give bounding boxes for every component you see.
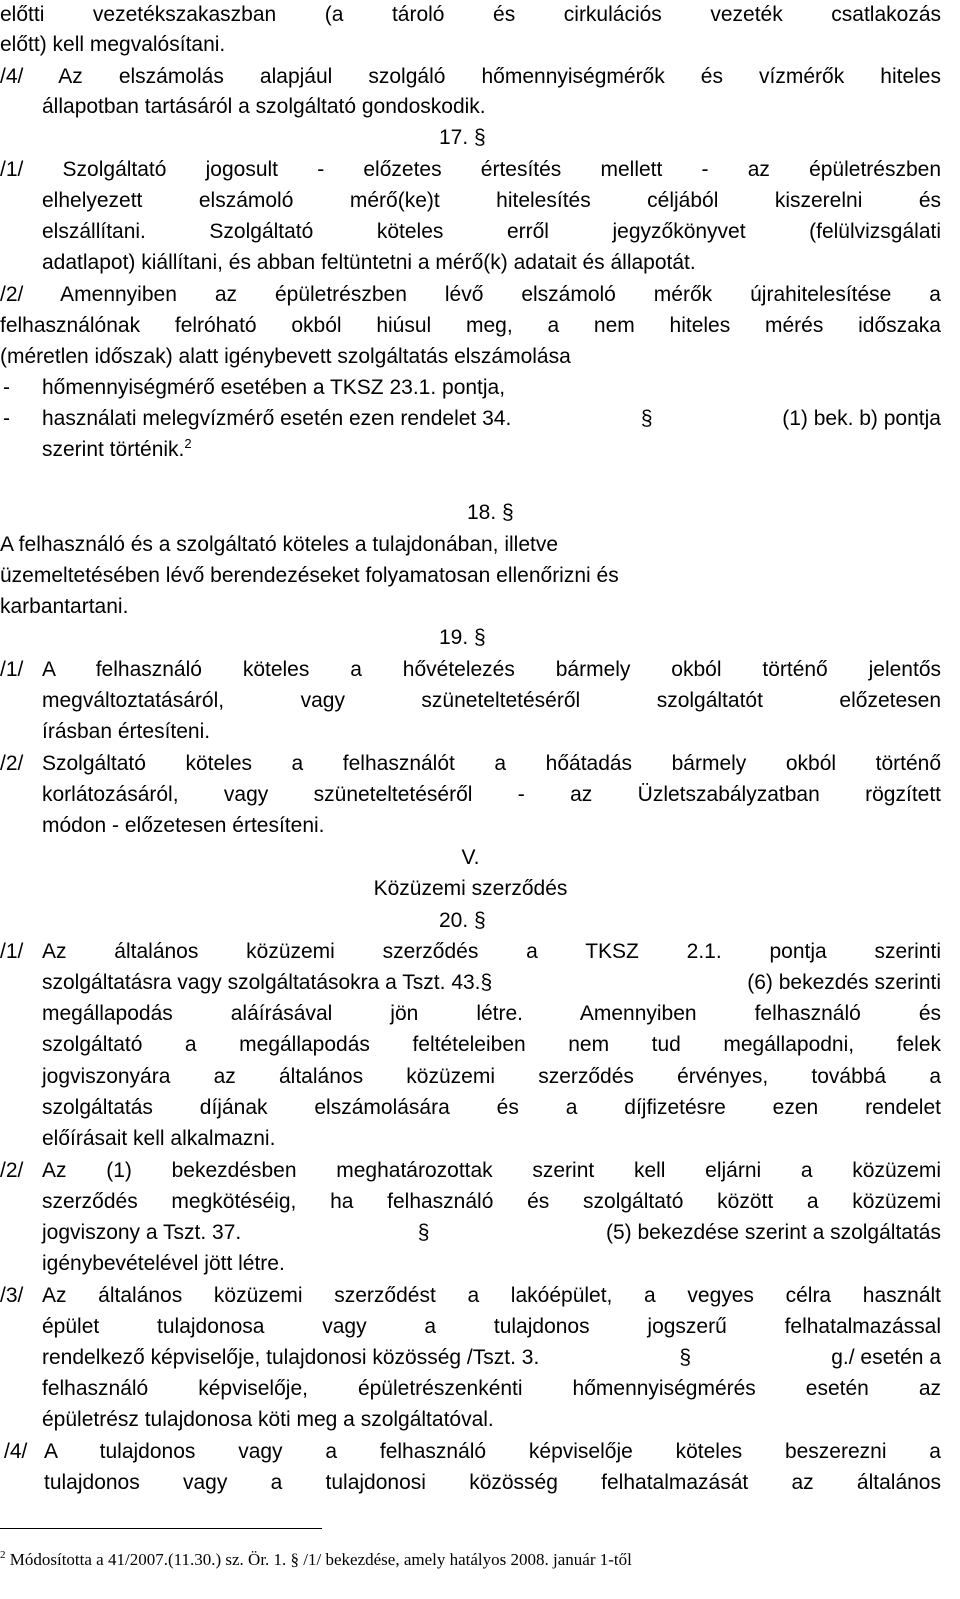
text-line: igénybevételével jött létre. xyxy=(42,1252,285,1275)
paragraph-number: /2/ xyxy=(0,752,24,775)
text-line: előírásait kell alkalmazni. xyxy=(42,1127,276,1150)
footnote-divider xyxy=(0,1528,322,1529)
paragraph-number: /3/ xyxy=(0,1284,24,1307)
text-line: szolgáltatásra vagy szolgáltatásokra a Tszt. 43.§ (6) bekezdés szerinti xyxy=(42,971,941,994)
text-line: tulajdonos vagy a tulajdonosi közösség felhatalmazását az általános xyxy=(44,1471,941,1494)
list-dash: - xyxy=(3,407,10,430)
section-sign: § xyxy=(502,501,514,524)
text-line: felhasználó képviselője, épületrészenkénti hőmennyiségmérés esetén az xyxy=(42,1377,941,1400)
list-dash: - xyxy=(3,376,10,399)
section-sign: § xyxy=(480,971,493,994)
section-sign: § xyxy=(474,909,486,932)
text-line: adatlapot) kiállítani, és abban feltüntetni a mérő(k) adatait és állapotát. xyxy=(42,251,696,274)
text-line: megváltoztatásáról, vagy szüneteltetéséről szolgáltatót előzetesen xyxy=(42,689,941,712)
text-line: előtt) kell megvalósítani. xyxy=(0,33,226,56)
text-line: módon - előzetesen értesíteni. xyxy=(42,814,325,837)
text-line: Szolgáltató köteles a felhasználót a hőátadás bármely okból történő xyxy=(42,752,941,775)
section-heading-17: 17. § xyxy=(439,126,486,149)
text-line: jogviszonyára az általános közüzemi szerződés érvényes, továbbá a xyxy=(42,1065,941,1088)
section-sign: § xyxy=(679,1346,692,1369)
text-line: felhasználónak felróható okból hiúsul meg, a nem hiteles mérés időszaka xyxy=(0,314,941,337)
text-line: megállapodás aláírásával jön létre. Amennyiben felhasználó és xyxy=(42,1002,941,1025)
text-line: A felhasználó és a szolgáltató köteles a tulajdonában, illetve xyxy=(0,533,559,556)
section-sign: § xyxy=(417,1221,430,1244)
text-line: szerint történik.$^2$ xyxy=(42,436,192,461)
paragraph-number: /2/ xyxy=(0,1159,24,1182)
chapter-title: Közüzemi szerződés xyxy=(373,877,568,900)
text-line: Az általános közüzemi szerződés a TKSZ 2.1. pontja szerinti xyxy=(42,940,941,963)
text-line: épületrész tulajdonosa köti meg a szolgáltatóval. xyxy=(42,1408,494,1431)
text-line: karbantartani. xyxy=(0,595,129,618)
footnote-mark: 2 xyxy=(0,1549,6,1561)
footnote: $^2$ Módosította a 41/2007.(11.30.) sz. Ör. 1. § /1/ bekezdése, amely hatályos 2008. január 1-től xyxy=(0,1549,632,1569)
text-line: Az (1) bekezdésben meghatározottak szerint kell eljárni a közüzemi xyxy=(42,1159,941,1182)
section-sign: § xyxy=(640,407,653,430)
text-line: A felhasználó köteles a hővételezés bármely okból történő jelentős xyxy=(42,658,941,681)
text-line: /4/ Az elszámolás alapjául szolgáló hőmennyiségmérők és vízmérők hiteles xyxy=(0,65,941,88)
section-sign: § xyxy=(290,1550,300,1569)
text-line: (méretlen időszak) alatt igénybevett szolgáltatás elszámolása xyxy=(0,345,571,368)
chapter-number: V. xyxy=(461,846,480,869)
text-line: korlátozásáról, vagy szüneteltetéséről - az Üzletszabályzatban rögzített xyxy=(42,783,941,806)
text-line: üzemeltetésében lévő berendezéseket folyamatosan ellenőrizni és xyxy=(0,564,619,587)
text-line: /2/ Amennyiben az épületrészben lévő elszámoló mérők újrahitelesítése a xyxy=(0,283,941,306)
section-heading-20: 20. § xyxy=(439,909,486,932)
paragraph-number: /1/ xyxy=(0,658,24,681)
footnote-ref: 2 xyxy=(184,436,192,451)
text-line: szerződés megkötéséig, ha felhasználó és szolgáltató között a közüzemi xyxy=(42,1190,941,1213)
list-item: használati melegvízmérő esetén ezen rendelet 34. § (1) bek. b) pontja xyxy=(42,404,941,434)
text-line: rendelkező képviselője, tulajdonosi közösség /Tszt. 3. § g./ esetén a xyxy=(42,1343,941,1373)
text-line: elszállítani. Szolgáltató köteles erről jegyzőkönyvet (felülvizsgálati xyxy=(42,220,941,243)
text-line: épület tulajdonosa vagy a tulajdonos jogszerű felhatalmazással xyxy=(42,1315,941,1338)
text-line: írásban értesíteni. xyxy=(42,720,211,743)
text-line: állapotban tartásáról a szolgáltató gondoskodik. xyxy=(42,95,486,118)
text-line: Az általános közüzemi szerződést a lakóépület, a vegyes célra használt xyxy=(42,1284,941,1307)
section-heading-19: 19. § xyxy=(439,626,486,649)
text-line: szolgáltató a megállapodás feltételeiben nem tud megállapodni, felek xyxy=(42,1033,941,1056)
paragraph-number: /4/ xyxy=(4,1440,28,1463)
text-line: előtti vezetékszakaszban (a tároló és cirkulációs vezeték csatlakozás xyxy=(0,3,941,26)
text-line: jogviszony a Tszt. 37. § (5) bekezdése szerint a szolgáltatás xyxy=(42,1218,941,1248)
section-sign: § xyxy=(474,126,486,149)
section-heading-18: 18. § xyxy=(467,501,514,524)
list-item: hőmennyiségmérő esetében a TKSZ 23.1. pontja, xyxy=(42,376,506,399)
text-line: szolgáltatás díjának elszámolására és a díjfizetésre ezen rendelet xyxy=(42,1096,941,1119)
paragraph-number: /1/ xyxy=(0,940,24,963)
text-line: A tulajdonos vagy a felhasználó képviselője köteles beszerezni a xyxy=(44,1440,941,1463)
text-line: elhelyezett elszámoló mérő(ke)t hitelesítés céljából kiszerelni és xyxy=(42,189,941,212)
section-sign: § xyxy=(474,626,486,649)
text-line: /1/ Szolgáltató jogosult - előzetes értesítés mellett - az épületrészben xyxy=(0,158,941,181)
